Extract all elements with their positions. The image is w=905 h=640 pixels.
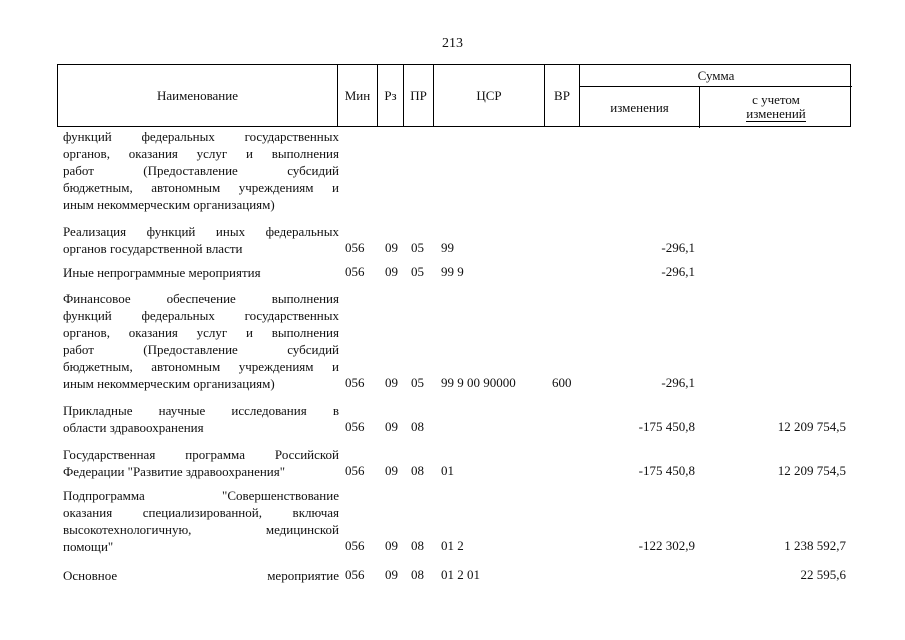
header-with-changes xyxy=(700,87,852,128)
cell-min: 056 xyxy=(345,463,365,478)
row-name-line: Финансовое обеспечение выполнения xyxy=(63,291,339,306)
cell-rz: 09 xyxy=(385,375,398,390)
cell-pr: 08 xyxy=(411,463,424,478)
cell-rz: 09 xyxy=(385,538,398,553)
row-name-line: Основное мероприятие xyxy=(63,568,339,583)
row-name-line: Федерации "Развитие здравоохранения" xyxy=(63,464,286,479)
cell-tot: 12 209 754,5 xyxy=(777,463,846,478)
cell-rz: 09 xyxy=(385,240,398,255)
row-name xyxy=(63,264,339,281)
cell-csr: 99 xyxy=(441,240,454,255)
row-name-line: функций федеральных государственных xyxy=(63,129,339,144)
table-row xyxy=(57,290,851,392)
row-name-line: высокотехнологичную, медицинской xyxy=(63,522,339,537)
cell-pr: 05 xyxy=(411,240,424,255)
header-name: Наименование xyxy=(58,65,338,126)
row-name-line: помощи" xyxy=(63,539,114,554)
row-name-line: Подпрограмма "Совершенствование xyxy=(63,488,339,503)
row-name-line: бюджетным, автономным учреждениям и xyxy=(63,180,339,195)
cell-pr: 08 xyxy=(411,419,424,434)
page-number: 213 xyxy=(442,36,463,51)
cell-pr: 05 xyxy=(411,264,424,279)
cell-chg: -175 450,8 xyxy=(638,463,695,478)
row-name xyxy=(63,128,339,213)
cell-chg: -175 450,8 xyxy=(638,419,695,434)
header-pr: ПР xyxy=(404,65,434,126)
cell-chg: -296,1 xyxy=(661,375,695,390)
cell-rz: 09 xyxy=(385,463,398,478)
table-row xyxy=(57,223,851,257)
table-row xyxy=(57,567,851,584)
row-name-line: органов, оказания услуг и выполнения xyxy=(63,146,339,161)
row-name-line: работ (Предоставление субсидий xyxy=(63,342,339,357)
row-name-line: иным некоммерческим организациям) xyxy=(63,376,275,391)
row-name-line: Прикладные научные исследования в xyxy=(63,403,339,418)
cell-csr: 01 xyxy=(441,463,454,478)
cell-min: 056 xyxy=(345,538,365,553)
cell-tot: 12 209 754,5 xyxy=(777,419,846,434)
row-name-line: области здравоохранения xyxy=(63,420,204,435)
row-name-line: Реализация функций иных федеральных xyxy=(63,224,339,239)
header-with-changes-line2: изменений xyxy=(746,106,806,121)
table-row xyxy=(57,128,851,213)
row-name xyxy=(63,487,339,555)
row-name-line: органов, оказания услуг и выполнения xyxy=(63,325,339,340)
row-name-line: функций федеральных государственных xyxy=(63,308,339,323)
cell-pr: 08 xyxy=(411,567,424,582)
cell-min: 056 xyxy=(345,419,365,434)
row-name-line: иным некоммерческим организациям) xyxy=(63,197,275,212)
cell-csr: 99 9 xyxy=(441,264,464,279)
header-min: Мин xyxy=(338,65,378,126)
header-csr: ЦСР xyxy=(434,65,545,126)
table-row xyxy=(57,402,851,436)
row-name-line: Иные непрограммные мероприятия xyxy=(63,265,261,280)
cell-csr: 01 2 01 xyxy=(441,567,480,582)
cell-min: 056 xyxy=(345,375,365,390)
cell-pr: 08 xyxy=(411,538,424,553)
row-name-line: оказания специализированной, включая xyxy=(63,505,339,520)
row-name xyxy=(63,567,339,584)
header-vr: ВР xyxy=(545,65,580,126)
cell-rz: 09 xyxy=(385,419,398,434)
table-header xyxy=(57,64,851,127)
cell-csr: 01 2 xyxy=(441,538,464,553)
cell-tot: 1 238 592,7 xyxy=(784,538,846,553)
cell-rz: 09 xyxy=(385,567,398,582)
row-name-line: Государственная программа Российской xyxy=(63,447,339,462)
row-name-line: бюджетным, автономным учреждениям и xyxy=(63,359,339,374)
header-summa: Сумма xyxy=(580,65,852,87)
table-row xyxy=(57,264,851,281)
cell-chg: -296,1 xyxy=(661,264,695,279)
cell-min: 056 xyxy=(345,264,365,279)
header-rz: Рз xyxy=(378,65,404,126)
cell-csr: 99 9 00 90000 xyxy=(441,375,516,390)
row-name-line: работ (Предоставление субсидий xyxy=(63,163,339,178)
table-row xyxy=(57,487,851,555)
cell-pr: 05 xyxy=(411,375,424,390)
table-row xyxy=(57,446,851,480)
row-name xyxy=(63,290,339,392)
cell-rz: 09 xyxy=(385,264,398,279)
row-name xyxy=(63,446,339,480)
header-with-changes-line1: с учетом xyxy=(752,92,800,107)
row-name xyxy=(63,402,339,436)
row-name xyxy=(63,223,339,257)
header-changes: изменения xyxy=(580,87,700,128)
cell-chg: -122 302,9 xyxy=(638,538,695,553)
cell-min: 056 xyxy=(345,567,365,582)
cell-chg: -296,1 xyxy=(661,240,695,255)
cell-min: 056 xyxy=(345,240,365,255)
row-name-line: органов государственной власти xyxy=(63,241,243,256)
cell-vr: 600 xyxy=(552,375,572,390)
cell-tot: 22 595,6 xyxy=(800,567,846,582)
